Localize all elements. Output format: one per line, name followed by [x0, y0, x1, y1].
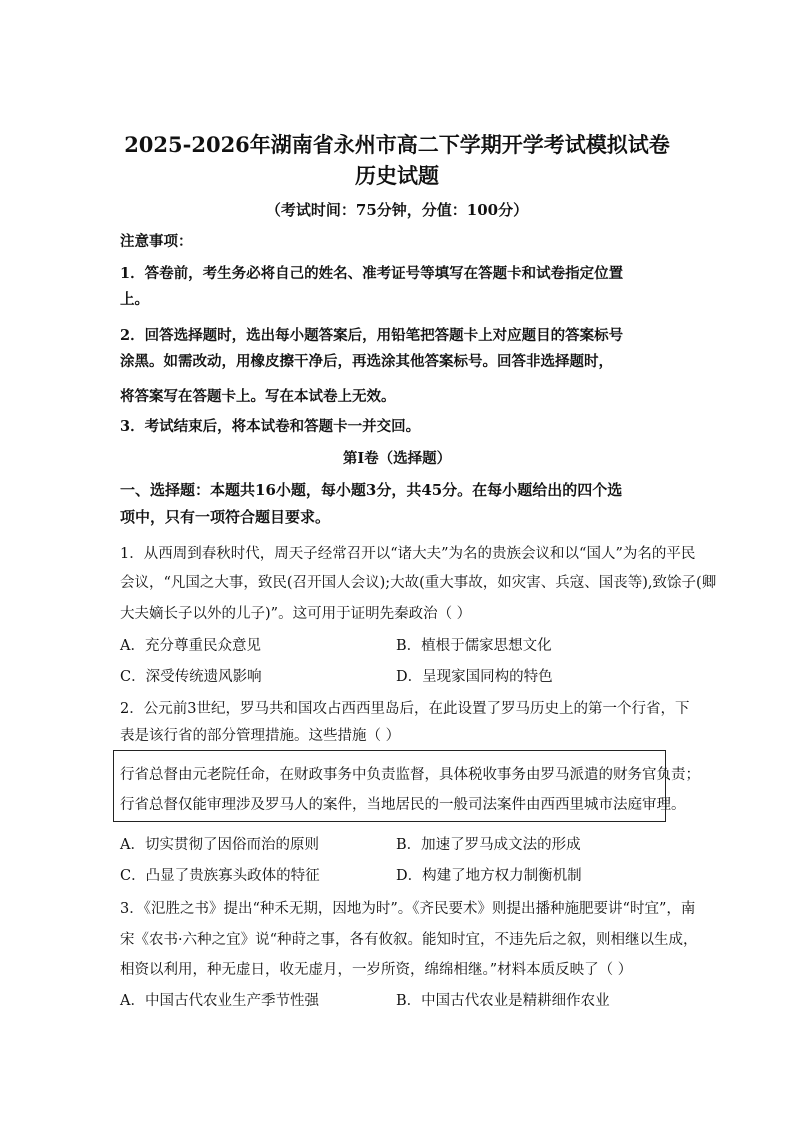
- question-2-option-a[interactable]: A．切实贯彻了因俗而治的原则: [120, 837, 319, 853]
- note-2-line-3: 将答案写在答题卡上。写在本试卷上无效。: [120, 388, 396, 405]
- question-3-line-2: 宋《农书·六种之宜》说“种莳之事，各有攸叙。能知时宜，不违先后之叙，则相继以生成，: [120, 932, 698, 948]
- question-3-option-b[interactable]: B．中国古代农业是精耕细作农业: [396, 993, 610, 1009]
- question-1-line-2: 会议，“凡国之大事，致民(召开国人会议);大故(重大事故，如灾害、兵寇、国丧等),致馀子(卿: [120, 575, 717, 591]
- question-1-option-c[interactable]: C．深受传统遗风影响: [120, 669, 262, 685]
- question-2-line-2: 表是该行省的部分管理措施。这些措施（ ）: [120, 728, 401, 744]
- question-3-line-3: 相资以利用，种无虚日，收无虚月，一岁所资，绵绵相继。”材料本质反映了（ ）: [120, 962, 633, 978]
- question-1-line-3: 大夫嫡长子以外的儿子)”。这可用于证明先秦政治（ ）: [120, 606, 472, 622]
- question-2-table-row-1: 行省总督由元老院任命，在财政事务中负责监督，具体税收事务由罗马派遣的财务官负责；: [120, 767, 700, 783]
- volume-title: 第Ⅰ卷（选择题）: [342, 450, 452, 467]
- notes-heading: 注意事项：: [120, 233, 193, 250]
- question-2-line-1: 2．公元前3世纪，罗马共和国攻占西西里岛后，在此设置了罗马历史上的第一个行省，下: [120, 701, 690, 717]
- note-3-line-1: 3．考试结束后，将本试卷和答题卡一并交回。: [120, 418, 421, 435]
- question-1-option-d[interactable]: D．呈现家国同构的特色: [396, 669, 553, 685]
- section-instruction-line-2: 项中，只有一项符合题目要求。: [120, 508, 331, 526]
- question-2-option-b[interactable]: B．加速了罗马成文法的形成: [396, 837, 581, 853]
- exam-subject: 历史试题: [355, 163, 439, 188]
- question-2-table: [113, 750, 700, 822]
- exam-time-score: （考试时间：75分钟，分值：100分）: [265, 201, 529, 219]
- note-2-line-2: 涂黑。如需改动，用橡皮擦干净后，再选涂其他答案标号。回答非选择题时，: [120, 353, 613, 370]
- question-1-option-b[interactable]: B．植根于儒家思想文化: [396, 638, 552, 654]
- note-1-line-1: 1．答卷前，考生务必将自己的姓名、准考证号等填写在答题卡和试卷指定位置: [120, 265, 624, 282]
- section-instruction-line-1: 一、选择题：本题共16小题，每小题3分，共45分。在每小题给出的四个选: [120, 481, 623, 499]
- question-1-line-1: 1．从西周到春秋时代，周天子经常召开以“诸大夫”为名的贵族会议和以“国人”为名的平民: [120, 546, 696, 562]
- question-1-option-a[interactable]: A．充分尊重民众意见: [120, 638, 261, 654]
- exam-title: 2025-2026年湖南省永州市高二下学期开学考试模拟试卷: [124, 132, 670, 157]
- note-2-line-1: 2．回答选择题时，选出每小题答案后，用铅笔把答题卡上对应题目的答案标号: [120, 327, 624, 344]
- question-2-table-row-2: 行省总督仅能审理涉及罗马人的案件，当地居民的一般司法案件由西西里城市法庭审理。: [120, 797, 686, 813]
- question-3-line-1: 3．《氾胜之书》提出“种禾无期，因地为时”。《齐民要术》则提出播种施肥要讲“时宜”，南: [120, 901, 696, 917]
- question-2-option-c[interactable]: C．凸显了贵族寡头政体的特征: [120, 868, 320, 884]
- note-1-line-2: 上。: [120, 291, 149, 308]
- question-3-option-a[interactable]: A．中国古代农业生产季节性强: [120, 993, 319, 1009]
- question-2-option-d[interactable]: D．构建了地方权力制衡机制: [396, 868, 582, 884]
